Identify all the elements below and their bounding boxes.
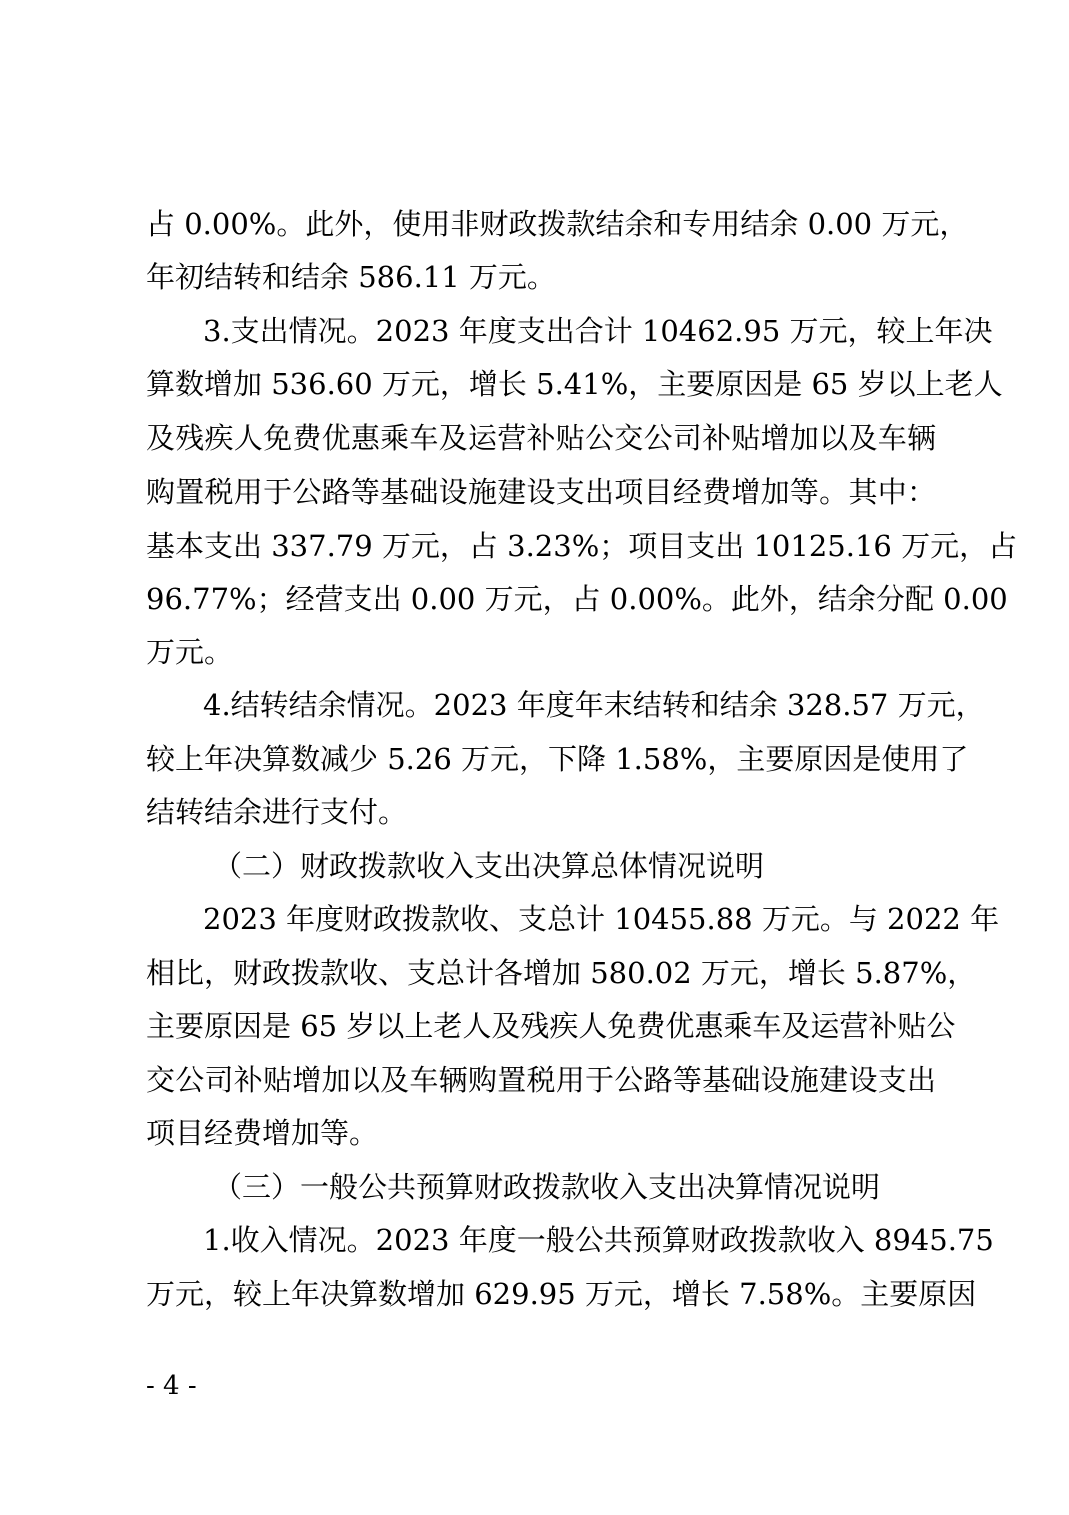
text-line: 占 0.00%。此外，使用非财政拨款结余和专用结余 0.00 万元， xyxy=(146,207,969,241)
text-line: 万元。 xyxy=(146,635,234,669)
text-line: 主要原因是 65 岁以上老人及残疾人免费优惠乘车及运营补贴公 xyxy=(146,1009,956,1043)
paragraph-start-line: 4.结转结余情况。2023 年度年末结转和结余 328.57 万元， xyxy=(203,688,985,722)
text-line: 年初结转和结余 586.11 万元。 xyxy=(146,260,556,294)
text-line: 项目经费增加等。 xyxy=(146,1116,379,1150)
paragraph-start-line: 3.支出情况。2023 年度支出合计 10462.95 万元，较上年决 xyxy=(203,314,993,348)
text-line: 算数增加 536.60 万元，增长 5.41%，主要原因是 65 岁以上老人 xyxy=(146,367,1003,401)
text-line: 基本支出 337.79 万元，占 3.23%；项目支出 10125.16 万元，占 xyxy=(146,529,1018,563)
text-line: 相比，财政拨款收、支总计各增加 580.02 万元，增长 5.87%， xyxy=(146,956,977,990)
text-line: 及残疾人免费优惠乘车及运营补贴公交公司补贴增加以及车辆 xyxy=(146,421,936,455)
section-heading: （三）一般公共预算财政拨款收入支出决算情况说明 xyxy=(213,1170,881,1204)
paragraph-start-line: 1.收入情况。2023 年度一般公共预算财政拨款收入 8945.75 xyxy=(203,1223,994,1257)
text-line: 较上年决算数减少 5.26 万元，下降 1.58%，主要原因是使用了 xyxy=(146,742,969,776)
text-line: 结转结余进行支付。 xyxy=(146,795,408,829)
paragraph-start-line: 2023 年度财政拨款收、支总计 10455.88 万元。与 2022 年 xyxy=(203,902,1000,936)
section-heading: （二）财政拨款收入支出决算总体情况说明 xyxy=(213,849,765,883)
text-line: 购置税用于公路等基础设施建设支出项目经费增加等。其中： xyxy=(146,475,936,509)
page-number: - 4 - xyxy=(146,1371,197,1401)
text-line: 96.77%；经营支出 0.00 万元，占 0.00%。此外，结余分配 0.00 xyxy=(146,582,1008,616)
text-line: 万元，较上年决算数增加 629.95 万元，增长 7.58%。主要原因 xyxy=(146,1277,977,1311)
text-line: 交公司补贴增加以及车辆购置税用于公路等基础设施建设支出 xyxy=(146,1063,936,1097)
